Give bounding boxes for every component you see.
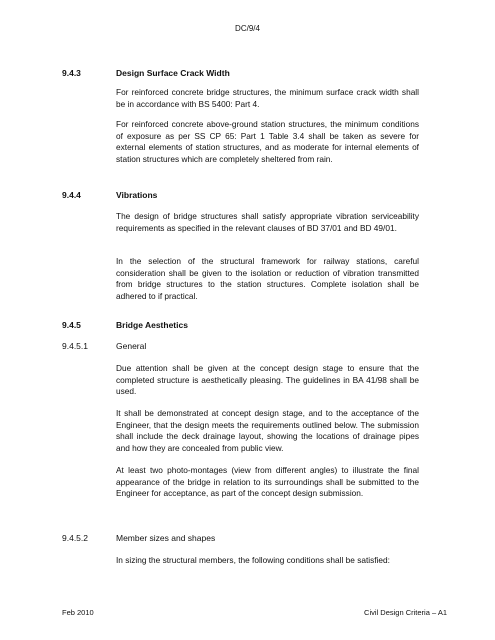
section-number-945: 9.4.5 [62,320,81,330]
section-title-944: Vibrations [116,190,158,200]
section-number-944: 9.4.4 [62,190,81,200]
paragraph-9451-3: At least two photo-montages (view from different angles) to illustrate the final appearance of the bridge in relation to its surroundings shall be submitted to the Engineer for acceptance, as part of the concept design submission. [116,465,419,499]
footer-document-title: Civil Design Criteria – A1 [364,608,447,617]
paragraph-944-2: In the selection of the structural framework for railway stations, careful consideration shall be given to the isolation or reduction of vibration transmitted from bridge structures to the station structures. Complete isolation shall be adhered to if practical. [116,256,419,301]
paragraph-9451-1: Due attention shall be given at the concept design stage to ensure that the completed structure is aesthetically pleasing. The guidelines in BA 41/98 shall be used. [116,363,419,397]
footer-date: Feb 2010 [62,608,94,617]
subsection-number-9451: 9.4.5.1 [62,341,88,351]
section-title-943: Design Surface Crack Width [116,68,230,78]
subsection-title-9451: General [116,341,147,351]
paragraph-944-1: The design of bridge structures shall satisfy appropriate vibration serviceability requirements as specified in the relevant clauses of BD 37/01 and BD 49/01. [116,211,419,233]
paragraph-943-2: For reinforced concrete above-ground station structures, the minimum conditions of exposure as per SS CP 65: Part 1 Table 3.4 shall be taken as severe for external elements of station structures, and as moderate for internal elements of station structures which are completely sheltered from rain. [116,119,419,164]
section-title-945: Bridge Aesthetics [116,320,188,330]
page-header-ref: DC/9/4 [235,24,260,33]
subsection-number-9452: 9.4.5.2 [62,533,88,543]
section-number-943: 9.4.3 [62,68,81,78]
paragraph-9452-1: In sizing the structural members, the following conditions shall be satisfied: [116,555,390,565]
paragraph-943-1: For reinforced concrete bridge structures, the minimum surface crack width shall be in accordance with BS 5400: Part 4. [116,87,419,109]
paragraph-9451-2: It shall be demonstrated at concept design stage, and to the acceptance of the Engineer, that the design meets the requirements outlined below. The submission shall include the deck drainage layout, showing the locations of drainage pipes and how they are concealed from public view. [116,408,419,453]
subsection-title-9452: Member sizes and shapes [116,533,216,543]
